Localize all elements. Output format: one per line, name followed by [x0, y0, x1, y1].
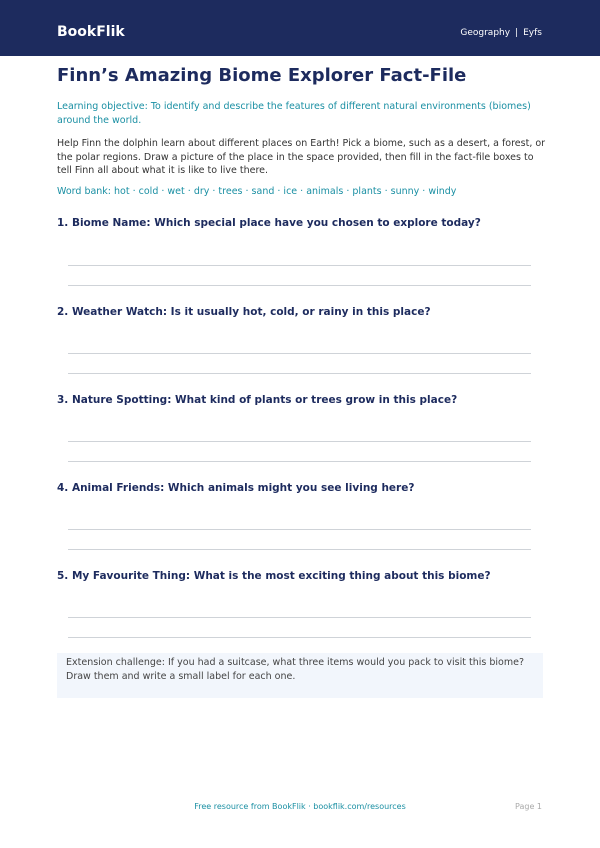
header-bar — [0, 0, 600, 56]
breadcrumb — [460, 27, 542, 39]
breadcrumb-subject[interactable]: Geography — [460, 28, 511, 38]
answer-line[interactable] — [68, 373, 531, 374]
answer-line[interactable] — [68, 353, 531, 354]
question-1: 1. Biome Name: Which special place have you chosen to explore today? — [57, 217, 481, 229]
answer-line[interactable] — [68, 617, 531, 618]
answer-line[interactable] — [68, 441, 531, 442]
question-4: 4. Animal Friends: Which animals might you see living here? — [57, 482, 415, 494]
page-title: Finn’s Amazing Biome Explorer Fact-File — [57, 65, 467, 86]
page-number: Page 1 — [515, 802, 542, 811]
answer-line[interactable] — [68, 265, 531, 266]
intro-text: Help Finn the dolphin learn about different places on Earth! Pick a biome, such as a desert, a forest, or the polar regions. Draw a picture of the place in the space provided, then fill in the fact-file boxes to tell Finn all about what it is like to live there. — [57, 138, 546, 176]
breadcrumb-level[interactable]: Eyfs — [523, 28, 542, 38]
answer-line[interactable] — [68, 637, 531, 638]
extension-box — [57, 653, 543, 698]
footer-credit[interactable]: Free resource from BookFlik · bookflik.com/resources — [194, 802, 406, 811]
answer-line[interactable] — [68, 461, 531, 462]
question-2: 2. Weather Watch: Is it usually hot, cold, or rainy in this place? — [57, 306, 431, 318]
answer-line[interactable] — [68, 285, 531, 286]
answer-line[interactable] — [68, 549, 531, 550]
brand-logo[interactable]: BookFlik — [57, 24, 125, 40]
word-bank: Word bank: hot · cold · wet · dry · trees · sand · ice · animals · plants · sunny · windy — [57, 186, 457, 197]
question-5: 5. My Favourite Thing: What is the most exciting thing about this biome? — [57, 570, 491, 582]
answer-line[interactable] — [68, 529, 531, 530]
learning-objective: Learning objective: To identify and describe the features of different natural environments (biomes) around the world. — [57, 101, 531, 126]
extension-challenge: Extension challenge: If you had a suitcase, what three items would you pack to visit this biome? Draw them and write a small label for each one. — [66, 657, 524, 682]
question-3: 3. Nature Spotting: What kind of plants or trees grow in this place? — [57, 394, 458, 406]
breadcrumb-separator: | — [515, 28, 519, 38]
